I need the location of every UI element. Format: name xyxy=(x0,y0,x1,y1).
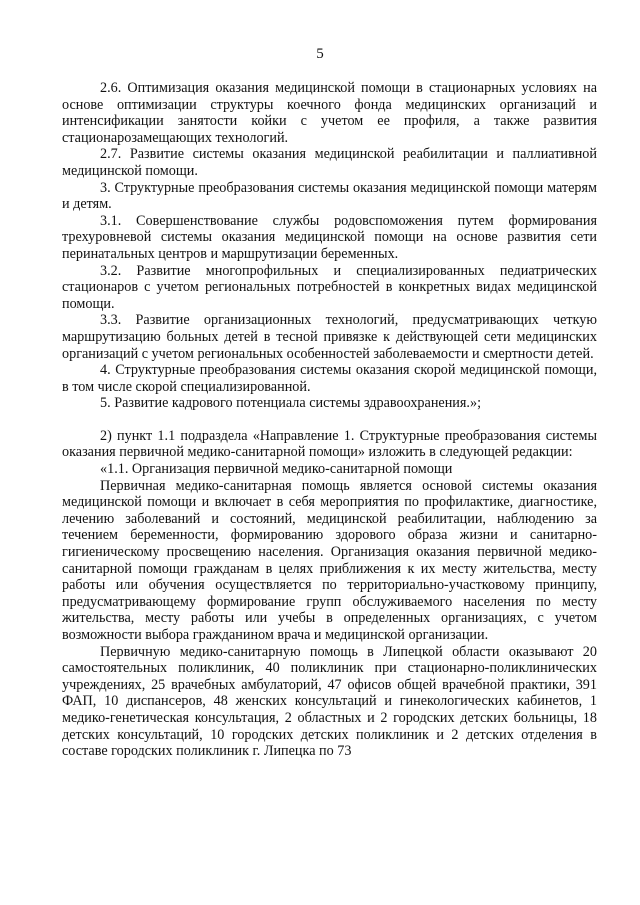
paragraph-5: 5. Развитие кадрового потенциала системы здравоохранения.»; xyxy=(100,395,482,412)
paragraph-3: 3. Структурные преобразования системы оказания медицинской помощи матерям и детям. xyxy=(62,179,597,213)
paragraph-3-1: 3.1. Совершенствование службы родовспоможения путем формирования трехуровневой системы оказания медицинской помощи на основе развития сети перинатальных центров и маршрутизации беременных. xyxy=(62,212,597,262)
paragraph-amendment-2: 2) пункт 1.1 подраздела «Направление 1. Структурные преобразования системы оказания первичной медико-санитарной помощи» изложить в следующей редакции: xyxy=(62,427,597,461)
paragraph-3-2: 3.2. Развитие многопрофильных и специализированных педиатрических стационаров с учетом региональных потребностей в конкретных видах медицинской помощи. xyxy=(62,262,597,312)
paragraph-2-7: 2.7. Развитие системы оказания медицинской реабилитации и паллиативной медицинской помощи. xyxy=(62,146,597,179)
paragraph-primary-care-facilities: Первичную медико-санитарную помощь в Липецкой области оказывают 20 самостоятельных поликлиник, 40 поликлиник при стационарно-поликлинических учреждениях, 25 врачебных амбулаторий, 47 офисов общей врачебной практики, 391 ФАП, 10 диспансеров, 48 женских консультаций и гинекологических кабинетов, 1 медико-генетическая консультация, 2 областных и 2 городских детских больницы, 18 детских консультаций, 10 городских детских поликлиник и 2 детских отделения в составе городских поликлиник г. Липецка по 73 xyxy=(62,643,597,760)
paragraph-3-3: 3.3. Развитие организационных технологий, предусматривающих четкую маршрутизацию больных детей в тесной привязке к действующей сети медицинских организаций с учетом региональных особенностей заболеваемости и смертности детей. xyxy=(62,312,597,362)
paragraph-4: 4. Структурные преобразования системы оказания скорой медицинской помощи, в том числе скорой специализированной. xyxy=(62,362,597,395)
paragraph-primary-care-definition: Первичная медико-санитарная помощь является основой системы оказания медицинской помощи и включает в себя мероприятия по профилактике, диагностике, лечению заболеваний и состояний, медицинской реабилитации, наблюдению за течением беременности, формированию здорового образа жизни и санитарно-гигиеническому просвещению населения. Организация оказания первичной медико-санитарной помощи гражданам в целях приближения к их месту жительства, месту работы или обучения осуществляется по территориально-участковому принципу, предусматривающему формирование групп обслуживаемого населения по месту жительства, месту работы или учебы в определенных организациях, с учетом возможности выбора гражданином врача и медицинской организации. xyxy=(62,477,597,643)
document-body xyxy=(62,80,597,760)
section-heading-1-1: «1.1. Организация первичной медико-санитарной помощи xyxy=(100,461,453,478)
page-number: 5 xyxy=(316,46,324,62)
paragraph-2-6: 2.6. Оптимизация оказания медицинской помощи в стационарных условиях на основе оптимизации структуры коечного фонда медицинских организаций и интенсификации занятости койки с учетом ее профиля, а также развития стационарозамещающих технологий. xyxy=(62,80,597,146)
